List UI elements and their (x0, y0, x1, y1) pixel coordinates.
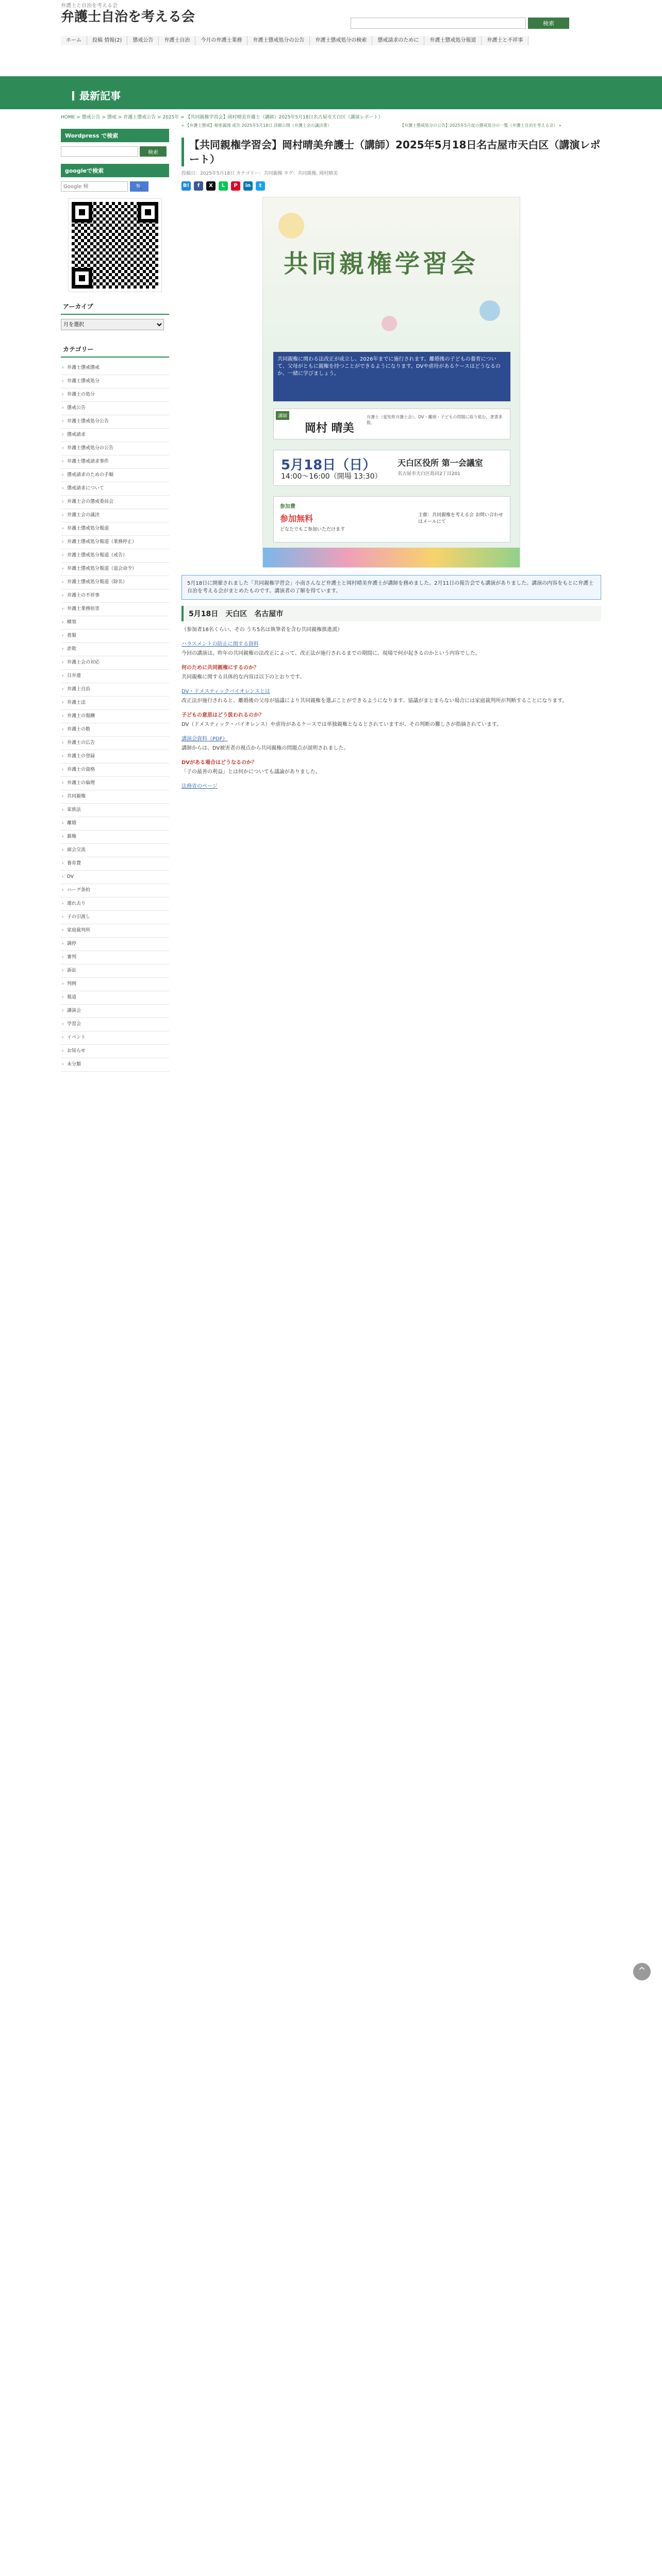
post-meta: 投稿日：2025年5月18日 カテゴリー：共同親権 タグ：共同親権, 岡村晴美 (181, 171, 338, 176)
article-paragraph: 共同親権に関する具体的な内容は以下のとおりです。 (181, 674, 305, 680)
article-body (181, 625, 601, 789)
flyer-contact: 主催：共同親権を考える会 お問い合わせはメールにて (418, 513, 503, 524)
next-post-link[interactable]: 【弁護士懲戒処分の公告】2025年5月度の懲戒処分の一覧（弁護士自治を考える会） » (400, 123, 561, 128)
nav-item[interactable]: ホーム (61, 36, 87, 45)
share-button[interactable]: f (194, 181, 203, 191)
share-button[interactable]: P (231, 181, 240, 191)
main-content (181, 123, 601, 791)
article-paragraph: （参加者18名くらい、その うち5名は執筆者を含む共同親権推進派） (181, 627, 343, 633)
article-link[interactable]: 法務省のページ (181, 784, 218, 789)
share-button[interactable]: L (219, 181, 228, 191)
category-item[interactable]: › 弁護士の不祥事 (61, 589, 169, 603)
article-link[interactable]: ハラスメントの防止に関する資料 (181, 641, 259, 647)
scroll-top-button[interactable]: ^ (633, 1963, 651, 1980)
category-item[interactable]: › 弁護士懲戒処分報道（戒告） (61, 549, 169, 563)
category-item[interactable]: › 審判 (61, 951, 169, 964)
article-paragraph: 講師からは、DV被害者の視点から共同親権の問題点が説明されました。 (181, 745, 349, 751)
search-input[interactable] (351, 18, 526, 29)
category-item[interactable]: › 弁護士懲戒処分報道（業務停止） (61, 536, 169, 549)
nav-item[interactable]: 弁護士自治 (159, 36, 195, 45)
category-item[interactable]: › 弁護士懲戒請求事件 (61, 455, 169, 469)
share-buttons (181, 181, 601, 191)
sidebar (61, 129, 169, 1072)
category-item[interactable]: › 着服 (61, 630, 169, 643)
category-item[interactable]: › 懲戒請求について (61, 482, 169, 496)
category-item[interactable]: › 横領 (61, 616, 169, 630)
category-item[interactable]: › 判例 (61, 978, 169, 991)
category-item[interactable]: › DV (61, 871, 169, 884)
article-paragraph: 「子の最善の利益」とは何かについても議論がありました。 (181, 769, 321, 775)
lecturer-name: 岡村 晴美 (305, 422, 354, 435)
category-item[interactable]: › 養育費 (61, 857, 169, 871)
lecturer-tag: 講師 (276, 411, 289, 420)
archive-heading: アーカイブ (61, 299, 169, 315)
nav-item[interactable]: 弁護士懲戒処分の公告 (247, 36, 310, 45)
category-list (61, 362, 169, 1072)
category-item[interactable]: › 弁護士の数 (61, 723, 169, 737)
question-heading: 何のために共同親権にするのか？ (181, 665, 259, 671)
category-item[interactable]: › 弁護士の倫理 (61, 777, 169, 790)
site-title[interactable]: 弁護士自治を考える会 (61, 9, 195, 25)
qr-corner (138, 202, 158, 223)
qr-corner (72, 202, 92, 223)
qr-code (69, 199, 161, 292)
category-item[interactable]: › 日弁連 (61, 670, 169, 683)
share-button[interactable]: X (206, 181, 216, 191)
category-item[interactable]: › 懲戒請求 (61, 429, 169, 442)
nav-item[interactable]: 弁護士懲戒処分報道 (424, 36, 482, 45)
intro-note: 5月18日に開催されました「共同親権学習会」小南さんなど弁護士と岡村晴美弁護士が講師を務めました。2月11日の報告会でも講演がありました。講演の内容をもとに弁護士自治を考える会がまとめたものです。講演者の了解を得ています。 (181, 575, 601, 600)
category-item[interactable]: › 弁護士業務妨害 (61, 603, 169, 616)
category-item[interactable]: › 学習会 (61, 1018, 169, 1031)
category-item[interactable]: › 子の引渡し (61, 911, 169, 924)
category-item[interactable]: › 弁護士会の議決 (61, 509, 169, 522)
article-paragraph: DV（ドメスティック・バイオレンス）や虐待があるケースでは単独親権となるとされていますが、その判断の難しさが指摘されています。 (181, 722, 502, 727)
wp-search-input[interactable] (61, 146, 138, 157)
category-item[interactable]: › 弁護士会の懲戒委員会 (61, 496, 169, 509)
share-button[interactable]: t (256, 181, 265, 191)
lecturer-description: 弁護士（愛知県弁護士会）。DV・離婚・子どもの問題に取り組む。著書多数。 (367, 415, 503, 425)
site-subtitle: 弁護士と自治を考える会 (61, 3, 118, 9)
event-venue-note: 名古屋市天白区島田2丁目201 (398, 471, 460, 477)
article-paragraph: 今回の講演は、昨年の共同親権の法改正によって、改正法が施行されるまでの期間に、現場で何が起きるのかという内容でした。 (181, 651, 481, 656)
nav-item[interactable]: 今月の弁護士業務 (195, 36, 247, 45)
share-button[interactable]: B! (181, 181, 191, 191)
category-item[interactable]: › 連れ去り (61, 897, 169, 911)
category-item[interactable]: › 弁護士の報酬 (61, 710, 169, 723)
question-heading: DVがある場合はどうなるのか？ (181, 760, 257, 766)
flyer-decoration (382, 316, 397, 331)
event-flyer (262, 197, 520, 568)
category-item[interactable]: › 調停 (61, 938, 169, 951)
nav-item[interactable]: 弁護士と不祥事 (482, 36, 528, 45)
fee-note: どなたでもご参加いただけます (280, 527, 345, 532)
post-title: 【共同親権学習会】岡村晴美弁護士（講師）2025年5月18日名古屋市天白区（講演レポート） (181, 138, 601, 166)
flyer-title: 共同親権学習会 (284, 249, 479, 278)
google-search-input[interactable] (61, 181, 128, 192)
category-item[interactable]: › 詐欺 (61, 643, 169, 656)
fee-value: 参加無料 (280, 514, 313, 523)
category-item[interactable]: › 弁護士自治 (61, 683, 169, 697)
category-item[interactable]: › 弁護士懲戒懲戒 (61, 362, 169, 375)
category-item[interactable]: › 離婚 (61, 817, 169, 831)
event-time: 14:00〜16:00（開場 13:30） (281, 472, 382, 481)
category-item[interactable]: › 報道 (61, 991, 169, 1005)
share-button[interactable]: in (243, 181, 253, 191)
category-item[interactable]: › 共同親権 (61, 790, 169, 804)
category-item[interactable]: › ハーグ条約 (61, 884, 169, 897)
category-item[interactable]: › 弁護士の広告 (61, 737, 169, 750)
flyer-description: 共同親権に関わる法改正が成立し、2026年までに施行されます。離婚後の子どもの養育について、父母がともに親権を持つことができるようになります。DVや虐待があるケースはどうなるのか、一緒に学びましょう。 (273, 352, 510, 401)
fee-label: 参加費 (280, 504, 295, 510)
nav-item[interactable]: 投稿 情報(2) (87, 36, 127, 45)
section-heading: 5月18日 天白区 名古屋市 (181, 606, 601, 621)
category-item[interactable]: › 弁護士法 (61, 697, 169, 710)
post-navigation (181, 123, 601, 128)
category-item[interactable]: › 弁護士懲戒処分報道（除名） (61, 576, 169, 589)
search-button[interactable]: 検索 (528, 18, 569, 29)
categories-heading: カテゴリー (61, 342, 169, 358)
category-item[interactable]: › 弁護士会の対応 (61, 656, 169, 670)
category-item[interactable]: › 講演会 (61, 1005, 169, 1018)
category-item[interactable]: › 弁護士の処分 (61, 388, 169, 402)
category-item[interactable]: › 弁護士懲戒処分公告 (61, 415, 169, 429)
nav-item[interactable]: 懲戒公告 (127, 36, 159, 45)
category-item[interactable]: › 弁護士の資格 (61, 764, 169, 777)
category-item[interactable]: › 弁護士懲戒処分の公告 (61, 442, 169, 455)
section-banner (0, 76, 662, 109)
article-link[interactable]: DV・ドメスティックバイオレンスとは (181, 689, 270, 694)
category-item[interactable]: › 親権 (61, 831, 169, 844)
flyer-decoration (479, 300, 500, 321)
wp-search-heading: Wordpress で検索 (61, 129, 169, 142)
breadcrumb[interactable]: HOME > 懲戒公告 > 懲戒 > 弁護士懲戒公告 > 2025年 > 【共同親権学習会】岡村晴美弁護士（講師）2025年5月18日名古屋市天白区（講演レポート） (61, 115, 383, 120)
category-item[interactable]: › 弁護士懲戒処分報道（退会命令） (61, 563, 169, 576)
wp-search (61, 146, 169, 157)
question-heading: 子どもの意思はどう扱われるのか？ (181, 713, 264, 718)
article-link[interactable]: 講演会資料（PDF） (181, 736, 228, 742)
section-banner-title: 最新記事 (72, 88, 121, 103)
category-item[interactable]: › 懲戒公告 (61, 402, 169, 415)
qr-corner (72, 268, 92, 289)
article-paragraph: 改正法が施行されると、離婚後の父母が協議により共同親権を選ぶことができるようになります。協議がまとまらない場合には家庭裁判所が判断することになります。 (181, 698, 568, 704)
category-item[interactable]: › 懲戒請求のための手順 (61, 469, 169, 482)
header-search (351, 18, 569, 29)
category-item[interactable]: › 面会交流 (61, 844, 169, 857)
category-item[interactable]: › 弁護士懲戒処分報道 (61, 522, 169, 536)
archive-select[interactable] (61, 319, 164, 330)
category-item[interactable]: › 家族法 (61, 804, 169, 817)
google-search-icon[interactable]: 🔍 (130, 181, 148, 192)
category-item[interactable]: › 未分類 (61, 1058, 169, 1072)
event-venue: 天白区役所 第一会議室 (398, 458, 483, 468)
flyer-fee (273, 496, 510, 543)
flyer-lecturer (273, 409, 510, 439)
google-search-heading: googleで検索 (61, 164, 169, 177)
category-item[interactable]: › 弁護士懲戒処分 (61, 375, 169, 388)
main-nav (61, 36, 601, 65)
category-item[interactable]: › 弁護士の登録 (61, 750, 169, 764)
flyer-date (273, 450, 510, 486)
prev-post-link[interactable]: « 【弁護士懲戒】秘密漏洩 戒告 2025年5月18日 詳細公開（弁護士会の議決書） (181, 123, 332, 128)
event-date: 5月18日（日） (281, 457, 376, 473)
category-item[interactable]: › 訴訟 (61, 964, 169, 978)
flyer-decoration (278, 213, 304, 239)
category-item[interactable]: › イベント (61, 1031, 169, 1045)
wp-search-button[interactable]: 検索 (140, 146, 167, 157)
flyer-footer-wave (263, 548, 520, 568)
category-item[interactable]: › 家庭裁判所 (61, 924, 169, 938)
google-search (61, 181, 169, 192)
nav-item[interactable]: 弁護士懲戒処分の検索 (310, 36, 372, 45)
nav-item[interactable]: 懲戒請求のために (372, 36, 424, 45)
category-item[interactable]: › お知らせ (61, 1045, 169, 1058)
